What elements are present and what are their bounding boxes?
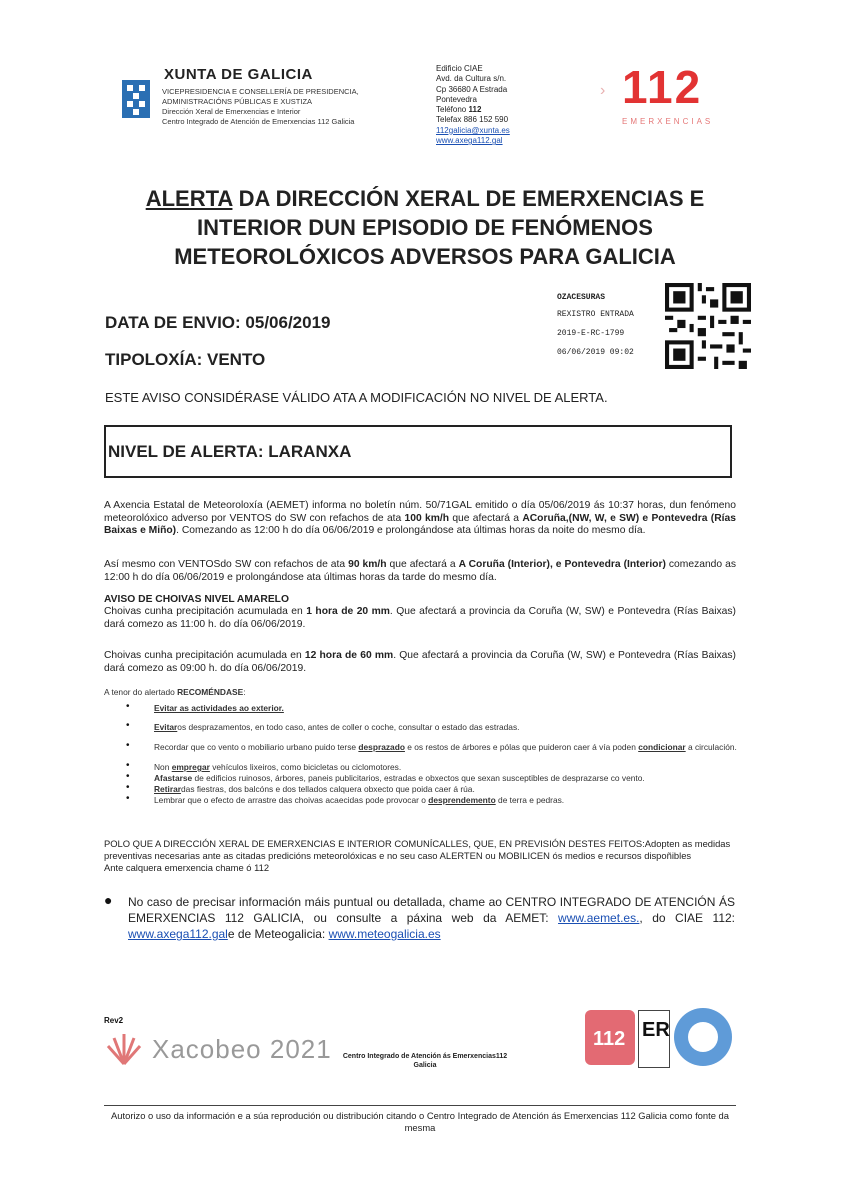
quality-cert-logo: 112 <box>585 1010 635 1065</box>
er-cert-logo: ER <box>638 1010 670 1068</box>
send-date: DATA DE ENVIO: 05/06/2019 <box>105 313 331 332</box>
org-title: XUNTA DE GALICIA <box>164 66 313 83</box>
wind-paragraph-1: A Axencia Estatal de Meteoroloxía (AEMET) informa no boletín núm. 50/71GAL emitido o día 05/06/2019 ás 10:37 horas, dun fenómeno meteorolóxico adverso por VENTOS do SW con refachos de ata 100 km/h que afectará a ACoruña,(NW, W, e SW) e Pontevedra (Rías Baixas e Miño). Comezando as 12:00 h do día 06/06/2019 e prolongándose ata últimas horas da noite do mesmo día. <box>104 500 736 536</box>
document-title: ALERTA DA DIRECCIÓN XERAL DE EMERXENCIAS E INTERIOR DUN EPISODIO DE FENÓMENOS METEOROLÓXICOS ADVERSOS PARA GALICIA <box>145 186 705 269</box>
phone-value: 112 <box>468 105 482 115</box>
revision-label: Rev2 <box>104 1016 124 1025</box>
aemet-link[interactable]: www.aemet.es. <box>558 911 640 925</box>
center-name: Centro Integrado de Atención ás Emerxencias112 Galicia <box>342 1053 508 1069</box>
chevron-icon: › <box>600 82 606 99</box>
recommendation-item: Non empregar vehículos lixeiros, como bicicletas ou ciclomotores. <box>154 762 402 772</box>
xacobeo-shell-icon <box>104 1028 144 1068</box>
wind-paragraph-2: Así mesmo con VENTOSdo SW con refachos de ata 90 km/h que afectará a A Coruña (Interior), e Pontevedra (Interior) comezando as 12:00 h do día 06/06/2019 e prolongándose ata últimas horas da tarde do mesmo día. <box>104 559 736 583</box>
contact-block: Edificio CIAE Avd. da Cultura s/n. Cp 36680 A Estrada Pontevedra Teléfono 112 Telefax 886 152 590 112galicia@xunta.es www.axega112.gal <box>436 64 510 146</box>
recommendation-item: Afastarse de edificios ruinosos, árbores, paneis publicitarios, estradas e obxectos que sexan susceptibles de desprazarse co vento. <box>154 773 645 783</box>
bullet-dot: • <box>126 793 130 804</box>
phone-label: Teléfono <box>436 105 467 115</box>
directive-text: POLO QUE A DIRECCIÓN XERAL DE EMERXENCIAS E INTERIOR COMUNÍCALLES, QUE, EN PREVISIÓN DESTES FEITOS:Adopten as medidas preventivas necesarias ante as citadas predicións meteorolóxicas e no seu caso ALERTEN ou MOBILICEN ós medios e recursos dispoñibles Ante calquera emerxencia chame ó 112 <box>104 838 731 873</box>
bullet-dot: ● <box>104 892 113 908</box>
logo-112: 112 <box>622 61 703 113</box>
recommendation-item: Evitar as actividades ao exterior. <box>154 703 284 713</box>
logo-112-subtitle: EMERXENCIAS <box>622 117 714 126</box>
bullet-dot: • <box>126 771 130 782</box>
recommendation-item: Evitaros desprazamentos, en todo caso, antes de coller o coche, consultar o estado das estradas. <box>154 722 520 732</box>
org-subtitle: VICEPRESIDENCIA E CONSELLERÍA DE PRESIDENCIA, ADMINISTRACIÓNS PÚBLICAS E XUSTIZA Dirección Xeral de Emerxencias e Interior Centro Integrado de Atención de Emerxencias 112 Galicia <box>162 87 359 126</box>
web-link[interactable]: www.axega112.gal <box>436 136 503 146</box>
iqnet-cert-logo <box>674 1008 732 1066</box>
alert-level: NIVEL DE ALERTA: LARANXA <box>108 442 352 461</box>
rain-paragraph-1: Choivas cunha precipitación acumulada en 1 hora de 20 mm. Que afectará a provincia da Coruña (W, SW) e Pontevedra (Rías Baixas) dará comezo as 11:00 h. do día 06/06/2019. <box>104 606 736 630</box>
validity-note: ESTE AVISO CONSIDÉRASE VÁLIDO ATA A MODIFICACIÓN NO NIVEL DE ALERTA. <box>105 390 608 405</box>
footer-divider <box>104 1105 736 1106</box>
bullet-dot: • <box>126 740 130 751</box>
recommend-intro: A tenor do alertado RECOMÉNDASE: <box>104 687 246 697</box>
xunta-logo <box>122 80 150 118</box>
axega-link[interactable]: www.axega112.gal <box>128 927 228 941</box>
email-link[interactable]: 112galicia@xunta.es <box>436 125 510 135</box>
rain-paragraph-2: Choivas cunha precipitación acumulada en 12 hora de 60 mm. Que afectará a provincia da Coruña (W, SW) e Pontevedra (Rías Baixas) dará comezo as 09:00 h. do día 06/06/2019. <box>104 650 736 674</box>
registry-stamp: OZACESURAS REXISTRO ENTRADA 2019-E-RC-1799 06/06/2019 09:02 <box>557 293 634 357</box>
rain-heading: AVISO DE CHOIVAS NIVEL AMARELO <box>104 594 289 605</box>
qr-code-icon <box>665 283 751 369</box>
recommendation-item: Lembrar que o efecto de arrastre das choivas acaecidas pode provocar o desprendemento de terra e pedras. <box>154 795 565 805</box>
meteogalicia-link[interactable]: www.meteogalicia.es <box>328 927 441 941</box>
bullet-dot: • <box>126 701 130 712</box>
info-paragraph: No caso de precisar información máis puntual ou detallada, chame ao CENTRO INTEGRADO DE ATENCIÓN ÁS EMERXENCIAS 112 GALICIA, ou consulte a páxina web da AEMET: www.aemet.es., do CIAE 112: www.axega112.gale de Meteogalicia: www.meteogalicia.es <box>128 895 736 941</box>
xacobeo-logo: Xacobeo 2021 <box>152 1034 332 1064</box>
typology: TIPOLOXÍA: VENTO <box>105 350 266 369</box>
fax: Telefax 886 152 590 <box>436 115 509 125</box>
recommendation-item: Recordar que co vento o mobiliario urbano puido terse desprazado e os restos de árbores e pólas que puideron caer á vía poden condicionar a circulación. <box>154 742 737 752</box>
bullet-dot: • <box>126 760 130 771</box>
bullet-dot: • <box>126 782 130 793</box>
footer-notice: Autorizo o uso da información e a súa reprodución ou distribución citando o Centro Integrado de Atención ás Emerxencias 112 Galicia como fonte da mesma <box>111 1110 729 1133</box>
bullet-dot: • <box>126 720 130 731</box>
recommendation-item: Retirardas fiestras, dos balcóns e dos tellados calquera obxecto que poida caer á rúa. <box>154 784 475 794</box>
